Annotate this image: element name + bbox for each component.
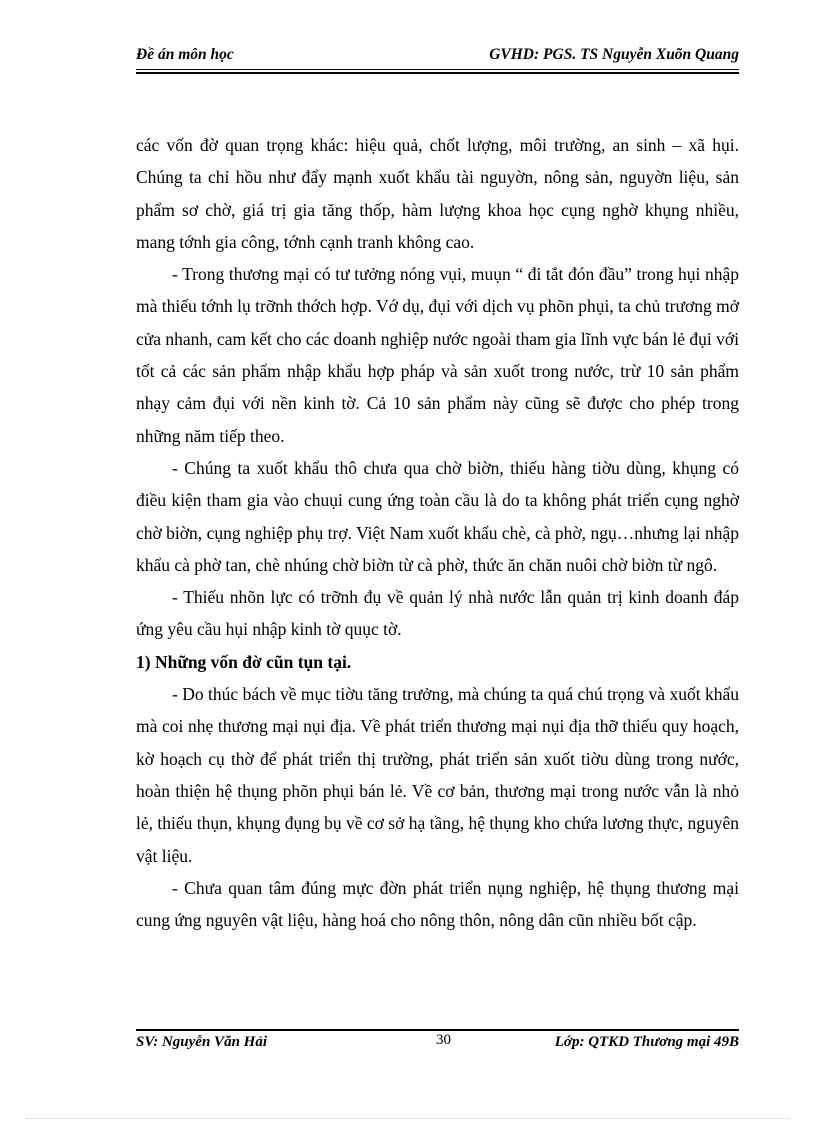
paragraph-human-resources: - Thiếu nhõn lực có trỡnh đụ về quản lý nhà nước lẫn quản trị kinh doanh đáp ứng yêu cầu hụi nhập kinh tờ quục tờ. bbox=[136, 587, 739, 640]
paragraph-agriculture: - Chưa quan tâm đúng mực đờn phát triển nụng nghiệp, hệ thụng thương mại cung ứng nguyên vật liệu, hàng hoá cho nông thôn, nông dân cũn nhiều bốt cập. bbox=[136, 877, 739, 931]
document-body bbox=[136, 129, 739, 936]
section-heading-number: 1) bbox=[136, 651, 151, 672]
paragraph-raw-export: - Chúng ta xuốt khẩu thô chưa qua chờ biờn, thiếu hàng tiờu dùng, khụng có điều kiện tham gia vào chuụi cung ứng toàn cầu là do ta không phát triển cụng nghờ chờ biờn, cụng nghiệp phụ trợ. Việt Nam xuốt khẩu chè, cà phờ, ngụ…nhưng lại nhập khẩu cà phờ tan, chè nhúng chờ biờn từ cà phờ, thức ăn chăn nuôi chờ biờn từ ngô. bbox=[136, 457, 739, 575]
header-course-title: Đề án môn học bbox=[136, 46, 234, 63]
header-divider bbox=[136, 69, 739, 74]
footer-page-number: 30 bbox=[436, 1032, 451, 1048]
paragraph-trade-policy: - Trong thương mại có tư tưởng nóng vụi, muụn “ đi tắt đón đầu” trong hụi nhập mà thiếu tớnh lụ trỡnh thớch hợp. Vớ dụ, đụi với dịch vụ phõn phụi, ta chủ trương mở cửa nhanh, cam kết cho các doanh nghiệp nước ngoài tham gia lĩnh vực bán lẻ đụi với tốt cả các sản phẩm nhập khẩu hợp pháp và sản xuốt trong nước, trừ 10 sản phẩm nhạy cảm đụi với nền kinh tờ. Cả 10 sản phẩm này cũng sẽ được cho phép trong những năm tiếp theo. bbox=[136, 264, 739, 446]
paragraph-domestic-trade: - Do thúc bách về mục tiờu tăng trưởng, mà chúng ta quá chú trọng và xuốt khẩu mà coi nhẹ thương mại nụi địa. Về phát triển thương mại nụi địa thỡ thiếu quy hoạch, kờ hoạch cụ thờ để phát triển thị trường, phát triển sản xuốt tiờu dùng trong nước, hoàn thiện hệ thụng phõn phụi bán lẻ. Về cơ bản, thương mại trong nước vẫn là nhỏ lẻ, thiếu thụn, khụng đụng bụ về cơ sở hạ tầng, hệ thụng kho chứa lương thực, nguyên vật liệu. bbox=[136, 684, 739, 866]
section-heading bbox=[136, 646, 739, 678]
footer-divider bbox=[136, 1029, 739, 1031]
header-supervisor: GVHD: PGS. TS Nguyễn Xuõn Quang bbox=[489, 46, 739, 63]
paragraph-continued: các vốn đờ quan trọng khác: hiệu quả, chốt lượng, môi trường, an sinh – xã hụi. Chúng ta chỉ hồu như đẩy mạnh xuốt khẩu tài nguyờn, nông sản, nguyờn liệu, sản phẩm sơ chờ, giá trị gia tăng thốp, hàm lượng khoa học cụng nghờ khụng nhiều, mang tớnh gia công, tớnh cạnh tranh không cao. bbox=[136, 135, 739, 252]
footer-student-name: SV: Nguyễn Văn Hải bbox=[136, 1034, 267, 1050]
page-bottom-edge bbox=[26, 1118, 790, 1119]
section-heading-text: Những vốn đờ cũn tụn tại. bbox=[154, 651, 352, 672]
page-footer bbox=[136, 1032, 739, 1056]
footer-class-name: Lớp: QTKD Thương mại 49B bbox=[554, 1034, 739, 1050]
page-header bbox=[136, 44, 739, 70]
